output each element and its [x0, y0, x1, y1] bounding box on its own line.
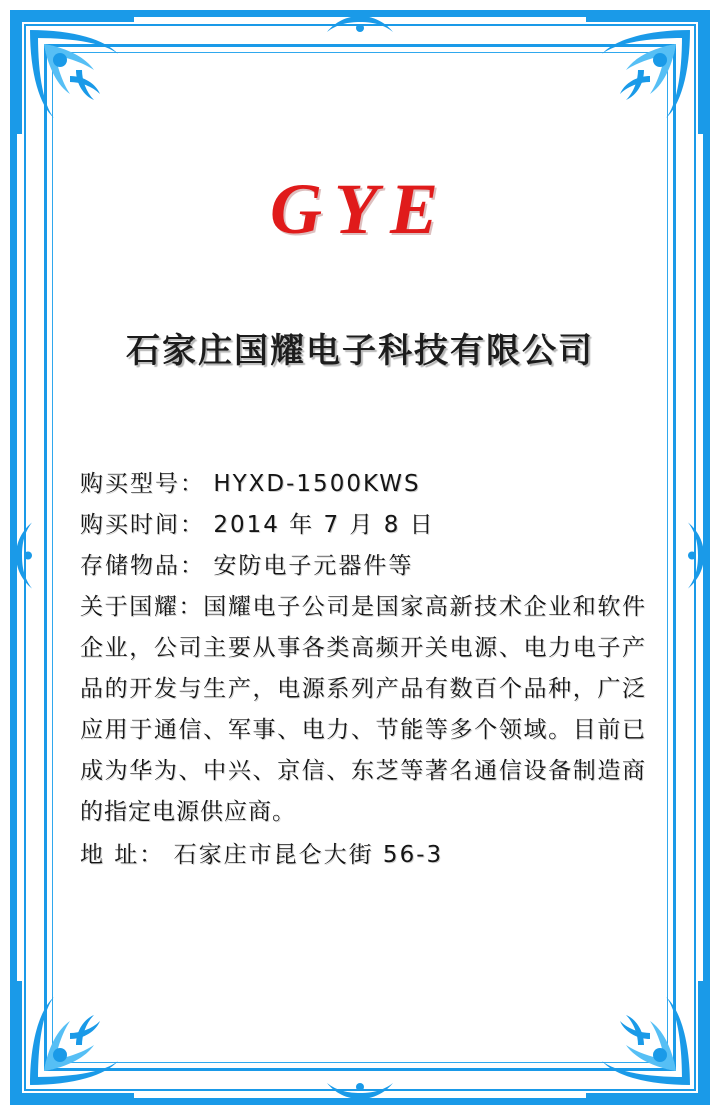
field-stored-goods-label: 存储物品： [80, 553, 205, 579]
certificate-content [70, 70, 650, 1045]
field-address-value: 石家庄市昆仑大街 56-3 [173, 842, 444, 868]
field-purchase-date-value: 2014 年 7 月 8 日 [213, 512, 435, 538]
edge-ornament-left-icon [14, 510, 40, 605]
company-name: 石家庄国耀电子科技有限公司 [126, 331, 594, 371]
field-purchase-model [80, 464, 646, 505]
field-address-label: 地 址： [80, 842, 174, 868]
field-purchase-model-value: HYXD-1500KWS [213, 471, 421, 497]
field-about-company-label: 关于国耀： [80, 594, 204, 620]
details-block [70, 464, 650, 876]
edge-ornament-bottom-icon [315, 1070, 405, 1101]
field-purchase-date-label: 购买时间： [80, 512, 205, 538]
field-address [80, 835, 646, 876]
edge-ornament-top-icon [315, 14, 405, 45]
company-logo-text: GYE [270, 169, 450, 249]
field-stored-goods [80, 546, 646, 587]
field-stored-goods-value: 安防电子元器件等 [213, 553, 414, 579]
field-about-company [80, 587, 646, 833]
edge-ornament-right-icon [680, 510, 706, 605]
field-about-company-text: 国耀电子公司是国家高新技术企业和软件企业，公司主要从事各类高频开关电源、电力电子产品的开发与生产，电源系列产品有数百个品种，广泛应用于通信、军事、电力、节能等多个领域。目前已成为华为、中兴、京信、东芝等著名通信设备制造商的指定电源供应商。 [80, 594, 647, 825]
field-purchase-model-label: 购买型号： [80, 471, 205, 497]
field-purchase-date [80, 505, 646, 546]
